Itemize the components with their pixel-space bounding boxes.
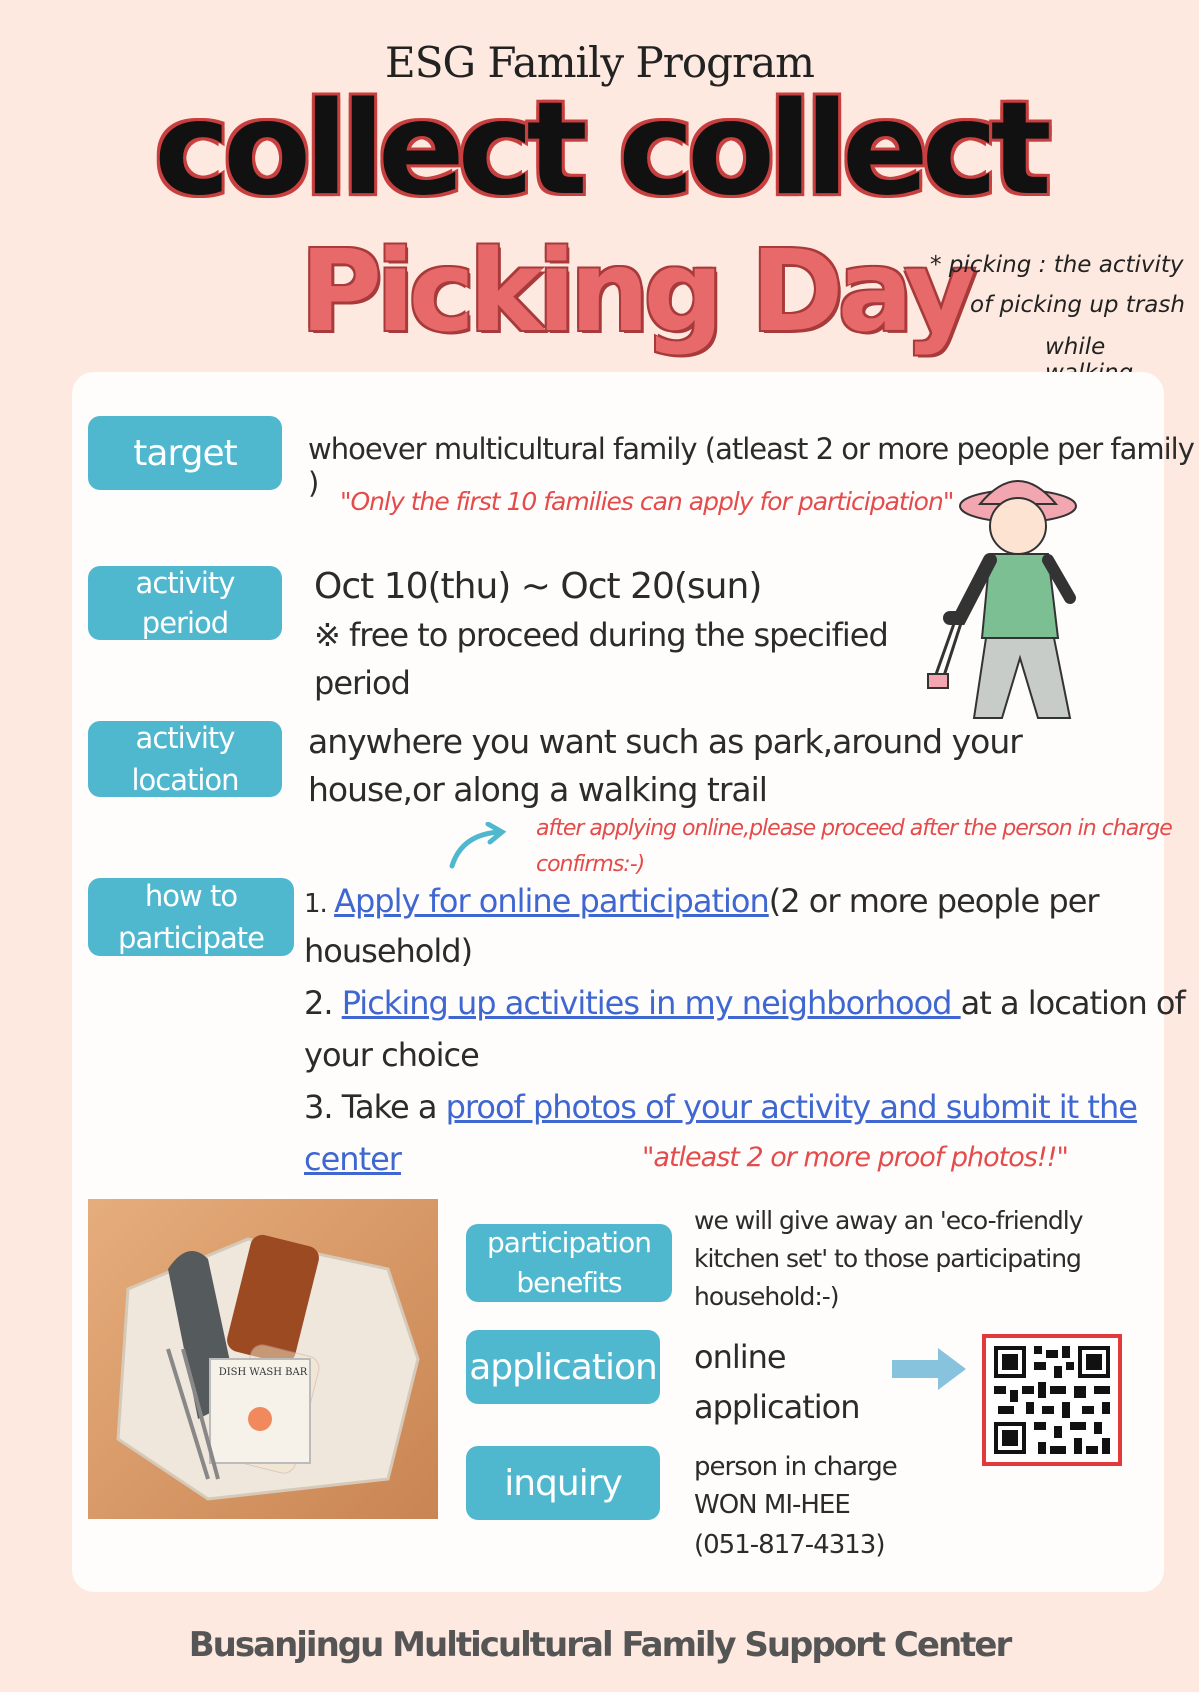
organization-footer: Busanjingu Multicultural Family Support Center: [188, 1625, 1011, 1665]
application-text-line1: online: [694, 1338, 786, 1376]
target-text: whoever multicultural family (atleast 2 or more people per family ): [308, 432, 1194, 500]
inquiry-line2: WON MI-HEE: [694, 1490, 850, 1520]
benefits-label-line1: participation: [487, 1226, 651, 1259]
participate-label-line2: participate: [118, 921, 264, 955]
benefits-label-line2: benefits: [516, 1266, 622, 1299]
step3-num: 3. Take a: [304, 1088, 446, 1126]
proof-photos-link-center[interactable]: center: [304, 1140, 401, 1178]
qr-code-icon: [986, 1338, 1118, 1462]
location-note-line1: after applying online,please proceed after the person in charge: [536, 816, 1172, 841]
qr-code[interactable]: [982, 1334, 1122, 1466]
location-text-line2: house,or along a walking trail: [308, 770, 767, 809]
step3-line1: [304, 1088, 1137, 1126]
footnote-line3: while: [1045, 334, 1106, 360]
inquiry-label-text: inquiry: [504, 1462, 622, 1504]
location-note-line2: confirms:-): [536, 852, 645, 877]
benefits-text-line2: kitchen set' to those participating: [694, 1244, 1081, 1273]
period-note-line1: ※ free to proceed during the specified: [314, 616, 888, 654]
benefits-label: [466, 1224, 672, 1302]
inquiry-line1: person in charge: [694, 1452, 897, 1482]
period-dates: Oct 10(thu) ~ Oct 20(sun): [314, 566, 762, 607]
step1-num: 1.: [304, 889, 335, 919]
participate-label: [88, 878, 294, 956]
kitchen-set-image-icon: [88, 1199, 438, 1519]
location-label: [88, 721, 282, 797]
application-label-text: application: [469, 1346, 657, 1388]
location-label-line1: activity: [135, 721, 235, 755]
inquiry-line3: (051-817-4313): [694, 1530, 885, 1560]
apply-online-link[interactable]: Apply for online participation: [334, 882, 769, 920]
benefits-text-line3: household:-): [694, 1282, 839, 1311]
step2-line1: [304, 984, 1185, 1022]
program-subtitle: ESG Family Program: [385, 38, 814, 87]
location-label-line2: location: [131, 763, 239, 797]
period-label-line2: period: [141, 606, 229, 640]
period-label: [88, 566, 282, 640]
step1-line2: household): [304, 932, 473, 970]
period-label-line1: activity: [135, 566, 235, 600]
arrow-right-icon: [892, 1346, 968, 1392]
target-label: [88, 416, 282, 490]
picker-illustration-icon: [920, 468, 1150, 728]
target-note: "Only the first 10 families can apply for participation": [340, 487, 954, 516]
target-label-text: target: [133, 432, 237, 474]
proof-photos-link[interactable]: proof photos of your activity and submit it the: [445, 1088, 1137, 1126]
application-text-line2: application: [694, 1388, 860, 1426]
step1-rest: (2 or more people per: [768, 882, 1099, 920]
step1-line1: [304, 882, 1099, 920]
footnote-line2: of picking up trash: [970, 292, 1185, 318]
location-text-line1: anywhere you want such as park,around your: [308, 722, 1022, 761]
step2-rest: at a location of: [960, 984, 1185, 1022]
kitchen-set-photo: [88, 1199, 438, 1519]
participate-label-line1: how to: [144, 879, 238, 913]
period-note-line2: period: [314, 664, 410, 702]
title-picking-day: Picking Day: [300, 227, 971, 357]
step2-num: 2.: [304, 984, 342, 1022]
dish-wash-bar-label: DISH WASH BAR: [218, 1367, 308, 1378]
footnote-line1: * picking : the activity: [930, 252, 1184, 278]
step2-line2: your choice: [304, 1036, 479, 1074]
title-collect: collect collect: [154, 75, 1045, 224]
curved-arrow-icon: [446, 822, 508, 870]
benefits-text-line1: we will give away an 'eco-friendly: [694, 1206, 1083, 1235]
inquiry-label: [466, 1446, 660, 1520]
proof-photos-note: "atleast 2 or more proof photos!!": [642, 1142, 1068, 1173]
neighborhood-activities-link[interactable]: Picking up activities in my neighborhood: [341, 984, 961, 1022]
application-label: [466, 1330, 660, 1404]
